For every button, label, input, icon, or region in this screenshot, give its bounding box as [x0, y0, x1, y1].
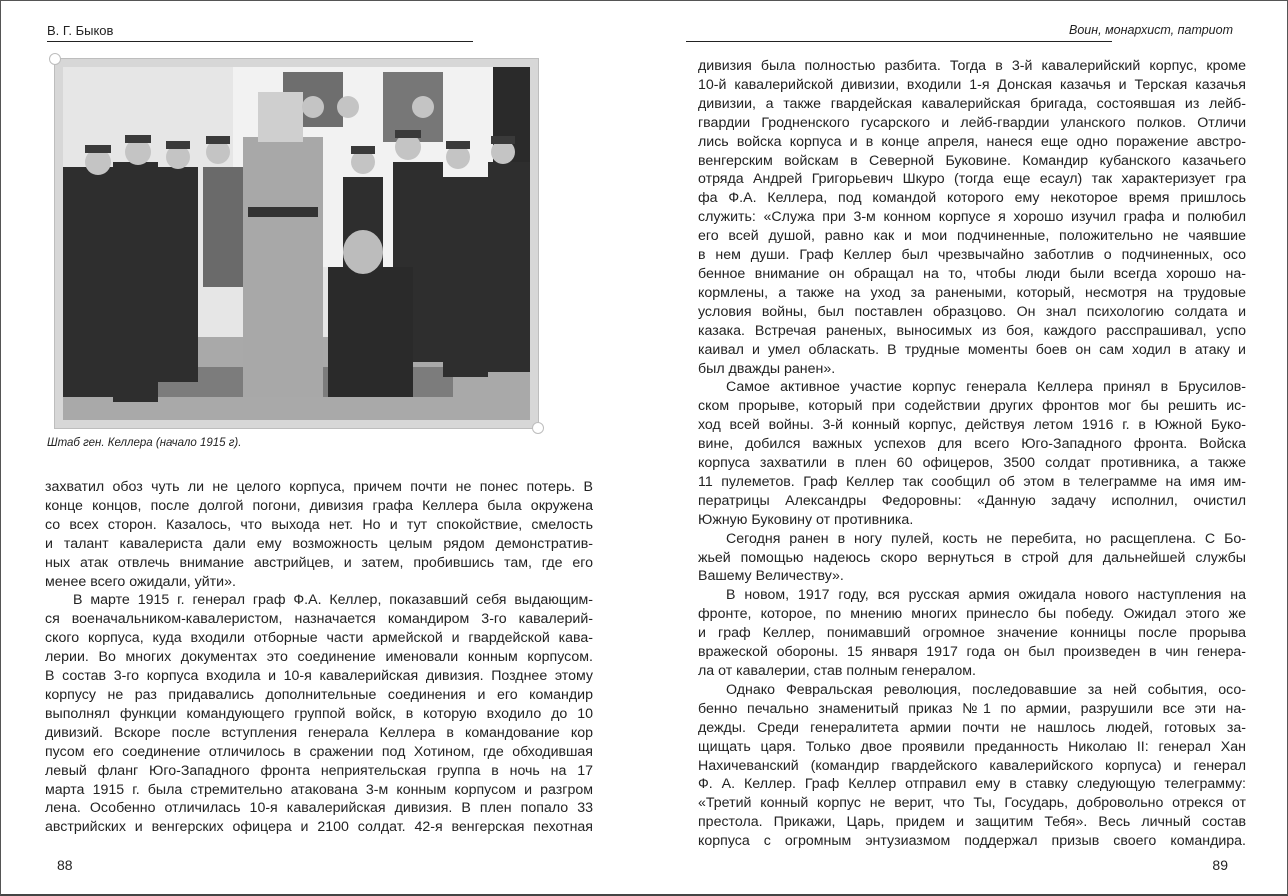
photograph: [63, 67, 530, 420]
running-head-title: Воин, монархист, патриот: [1069, 23, 1233, 37]
page-number-right: 89: [1212, 857, 1228, 873]
text-line: со всех сторон. Казалось, что выхода нет. Но и тут спокойствие, смелость: [45, 516, 593, 533]
text-line: 11 пулеметов. Граф Келлер так сообщил об этом в телеграмме на имя им-: [698, 473, 1246, 490]
text-line: дежды. Среди генералитета армии почти не нашлось людей, готовых за-: [698, 719, 1246, 736]
text-line: лись войска корпуса и в конце апреля, нанеся еще одно поражение австро-: [698, 133, 1246, 150]
text-line: Сегодня ранен в ногу пулей, кость не перебита, но расщеплена. С Бо-: [726, 530, 1246, 547]
text-line: пусом его соединение отличилось в сражении под Хотином, где обходившая: [45, 743, 593, 760]
text-line: выполнял функции командующего группой войск, в которую входило до 10: [45, 705, 593, 722]
text-line: вражеской обороны. 15 января 1917 года он был произведен в чин генера-: [698, 644, 1246, 661]
text-line: его всей душой, равно как и мои подчиненные, положительно не чаявшие: [698, 228, 1246, 245]
text-line: каивал и умел обласкать. В трудные моменты боев он сам ходил в атаку и: [698, 341, 1246, 358]
text-line: и граф Келлер, понимавший огромное значение конницы после прорыва: [698, 625, 1246, 642]
text-line: ла от кавалерии, став полным генералом.: [698, 663, 976, 679]
text-line: австрийских и венгерских офицера и 2100 солдат. 42-я венгерская пехотная: [45, 819, 593, 836]
text-line: был дважды ранен».: [698, 360, 836, 377]
text-line: дивизия была полностью разбита. Тогда в 3-й кавалерийский корпус, кроме: [698, 58, 1246, 74]
text-line: Однако Февральская революция, последовавшие за ней события, осо-: [726, 681, 1246, 698]
text-line: менее всего ожидали, уйти».: [45, 573, 236, 590]
text-line: ском прорыве, который при содействии других фронтов мог бы решить ис-: [698, 398, 1246, 415]
text-line: корпуса с огромным энтузиазмом поддержал призыв своего командира.: [698, 833, 1246, 850]
text-line: лерии. Во многих документах это соединение именовали конным корпусом.: [45, 649, 593, 666]
text-line: фа Ф.А. Келлера, под командой которого ему некоторое время пришлось: [698, 190, 1246, 207]
text-line: Нахичеванский (командир гвардейского кавалерийского корпуса) и генерал: [698, 757, 1246, 774]
text-line: отряда Андрей Григорьевич Шкуро (тогда еще есаул) так характеризует гра: [698, 171, 1246, 188]
text-line: лена. Особенно отличилась 10-я кавалерийская дивизия. В плен попало 33: [45, 800, 593, 817]
text-line: гвардии Гродненского гусарского и лейб-гвардии уланского полков. Отличи: [698, 114, 1246, 131]
text-line: престола. Прикажи, Царь, придем и защитим Тебя». Весь личный состав: [698, 814, 1246, 831]
text-line: и талант кавалериста дали ему возможность целым рядом демонстратив-: [45, 535, 593, 552]
text-line: В марте 1915 г. генерал граф Ф.А. Келлер, показавший себя выдающим-: [73, 592, 593, 609]
text-line: Вашему Величеству».: [698, 568, 844, 585]
text-line: венгерским войскам в Северной Буковине. Командир кубанского казачьего: [698, 152, 1246, 169]
text-line: жьей помощью надеюсь скоро вернуться в строй для дальнейшей службы: [698, 549, 1246, 566]
text-line: служить: «Служа при 3-м конном корпусе я хорошо изучил графа и полюбил: [698, 209, 1246, 226]
text-line: вине, добился важных успехов для всего Юго-Западного фронта. Войска: [698, 436, 1246, 453]
text-line: Южную Буковину от противника.: [698, 511, 914, 528]
body-text-left: [45, 478, 593, 837]
text-line: условия войны, был поставлен образцово. Он знал психологию солдата и: [698, 303, 1246, 320]
photo-frame: [54, 58, 539, 429]
body-text-right: [698, 57, 1246, 851]
text-line: ся военачальником-кавалеристом, назначается командиром 3-го кавалерий-: [45, 611, 593, 628]
text-line: щищать царя. Только двое проявили преданность Николаю II: генерал Хан: [698, 738, 1246, 755]
text-line: в нем души. Граф Келлер был чрезвычайно заботлив о подчиненных, осо: [698, 247, 1246, 264]
text-line: бенное внимание он обращал на то, чтобы люди были всегда хорошо на-: [698, 265, 1246, 282]
text-line: ператрицы Александры Федоровны: «Данную задачу исполнил, очистил: [698, 492, 1246, 509]
text-line: фронте, которое, по мнению многих принесло бы победу. Ожидал этого же: [698, 606, 1246, 623]
text-line: марта 1915 г. была стремительно атакована 3-м конным корпусом и разгром: [45, 781, 593, 798]
text-line: корпуса захватили в плен 60 офицеров, 3500 солдат противника, а также: [698, 455, 1246, 472]
text-line: В новом, 1917 году, вся русская армия ожидала нового наступления на: [726, 587, 1246, 604]
text-line: захватил обоз чуть ли не целого корпуса, причем почти не понес потерь. В: [45, 479, 593, 495]
text-line: дивизии, а также гвардейская кавалерийская бригада, состоявшая из лейб-: [698, 95, 1246, 112]
header-rule: [686, 41, 1112, 42]
text-line: «Третий конный корпус не верит, что Ты, Государь, добровольно отрекся от: [698, 795, 1246, 812]
text-line: бенно печально знаменитый приказ №1 по армии, разрушили все эти на-: [698, 700, 1246, 717]
text-line: левый фланг Юго-Западного фронта неприятельская группа в ночь на 17: [45, 762, 593, 779]
text-line: корпусу не раз придавались дополнительные соединения и его командир: [45, 686, 593, 703]
text-line: В состав 3-го корпуса входила и 10-я кавалерийская дивизия. Позднее этому: [45, 668, 593, 685]
text-line: ского корпуса, куда входили отборные части армейской и гвардейской кава-: [45, 630, 593, 647]
right-page: [645, 1, 1288, 894]
left-page: [1, 1, 645, 894]
text-line: Ф. А. Келлер. Граф Келлер отправил ему в ставку следующую телеграмму:: [698, 776, 1246, 793]
text-line: дивизий. Вскоре после вступления генерала Келлера в командование кор: [45, 724, 593, 741]
page-number-left: 88: [57, 857, 73, 873]
text-line: ход всей войны. 3-й конный корпус, действуя летом 1916 г. в Южной Буко-: [698, 417, 1246, 434]
text-line: конце концов, после долгой погони, дивизия графа Келлера была окружена: [45, 497, 593, 514]
running-head-author: В. Г. Быков: [47, 23, 114, 38]
photo-illustration: [63, 67, 530, 420]
text-line: казака. Встречая раненых, выносимых из боя, каждого расспрашивал, успо: [698, 322, 1246, 339]
text-line: ных атак отвлечь внимание австрийцев, и затем, пробившись там, где его: [45, 554, 593, 571]
header-rule: [47, 41, 473, 42]
text-line: кормлены, а также на уход за ранеными, который, несмотря на трудовые: [698, 284, 1246, 301]
photo-caption: Штаб ген. Келлера (начало 1915 г).: [47, 437, 242, 449]
text-line: 10-й кавалерийской дивизии, входили 1-я Донская казачья и Терская казачья: [698, 76, 1246, 93]
text-line: Самое активное участие корпус генерала Келлера принял в Брусилов-: [726, 379, 1246, 396]
